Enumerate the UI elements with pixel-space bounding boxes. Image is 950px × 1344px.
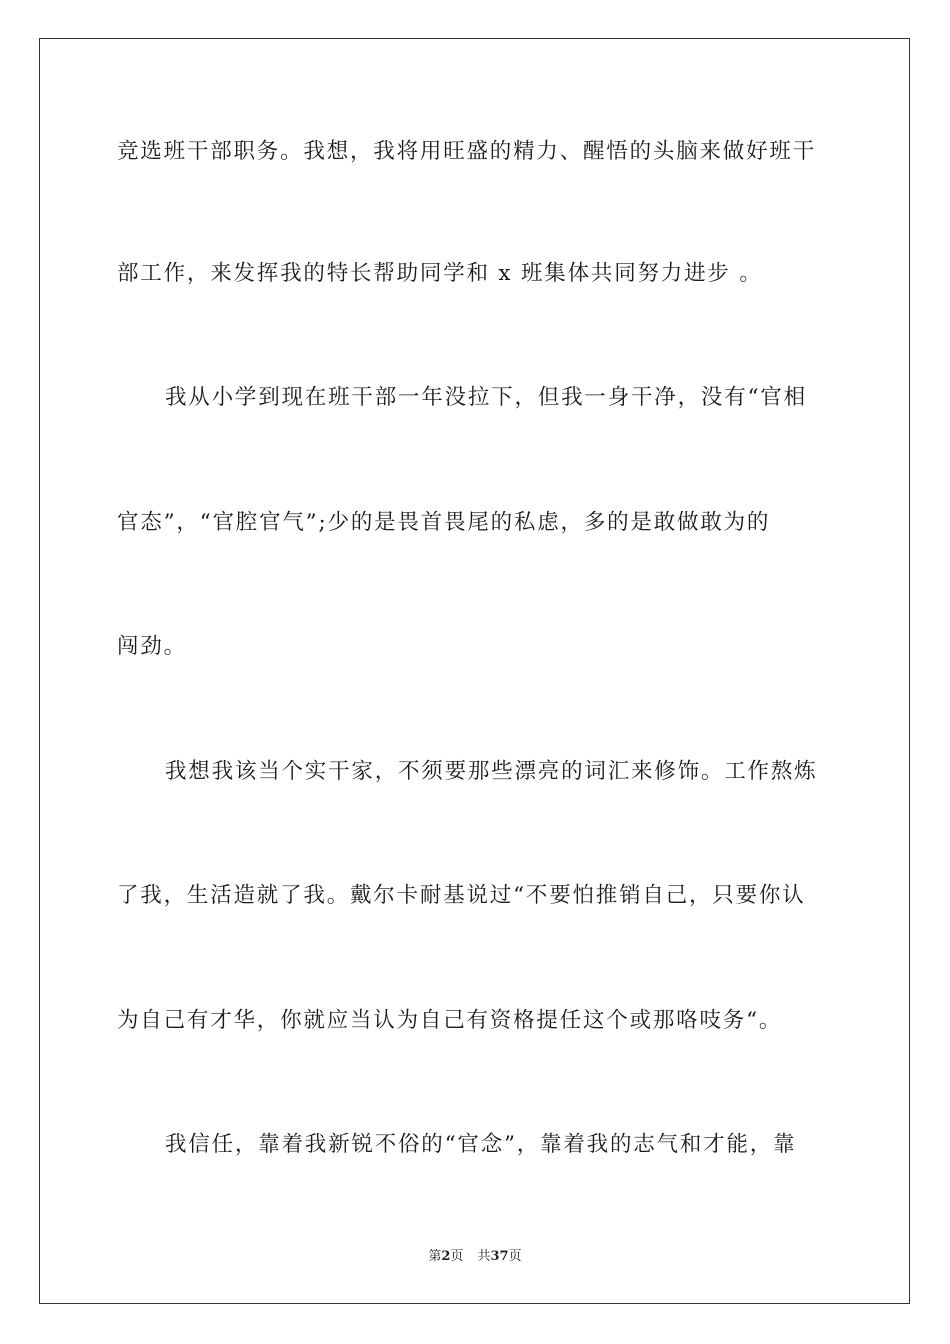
total-pages: 37 [490,1249,509,1264]
page-number: 2 [441,1249,451,1264]
text-line-8: 为自己有才华，你就应当认为自己有资格提任这个或那咯吱务“。 [117,1008,783,1033]
page-prefix: 第 [428,1249,442,1264]
page-frame [39,38,910,1304]
page-footer [0,1248,950,1266]
text-line-7: 了我，生活造就了我。戴尔卡耐基说过“不要怕推销自己，只要你认 [117,883,806,908]
total-prefix: 共 [477,1249,491,1264]
text-line-2: 部工作，来发挥我的特长帮助同学和 x 班集体共同努力进步 。 [117,261,763,286]
text-line-5: 闯劲。 [117,634,187,659]
page-suffix: 页 [450,1249,464,1264]
text-line-1: 竞选班干部职务。我想，我将用旺盛的精力、醒悟的头脑来做好班干 [117,139,817,164]
text-line-4: 官态”，“官腔官气”;少的是畏首畏尾的私虑，多的是敢做敢为的 [117,510,771,535]
text-line-6: 我想我该当个实干家，不须要那些漂亮的词汇来修饰。工作熬炼 [165,759,818,784]
text-line-3: 我从小学到现在班干部一年没拉下，但我一身干净，没有“官相 [165,385,807,410]
text-line-9: 我信任，靠着我新锐不俗的“官念”，靠着我的志气和才能，靠 [165,1132,797,1157]
total-suffix: 页 [508,1249,522,1264]
